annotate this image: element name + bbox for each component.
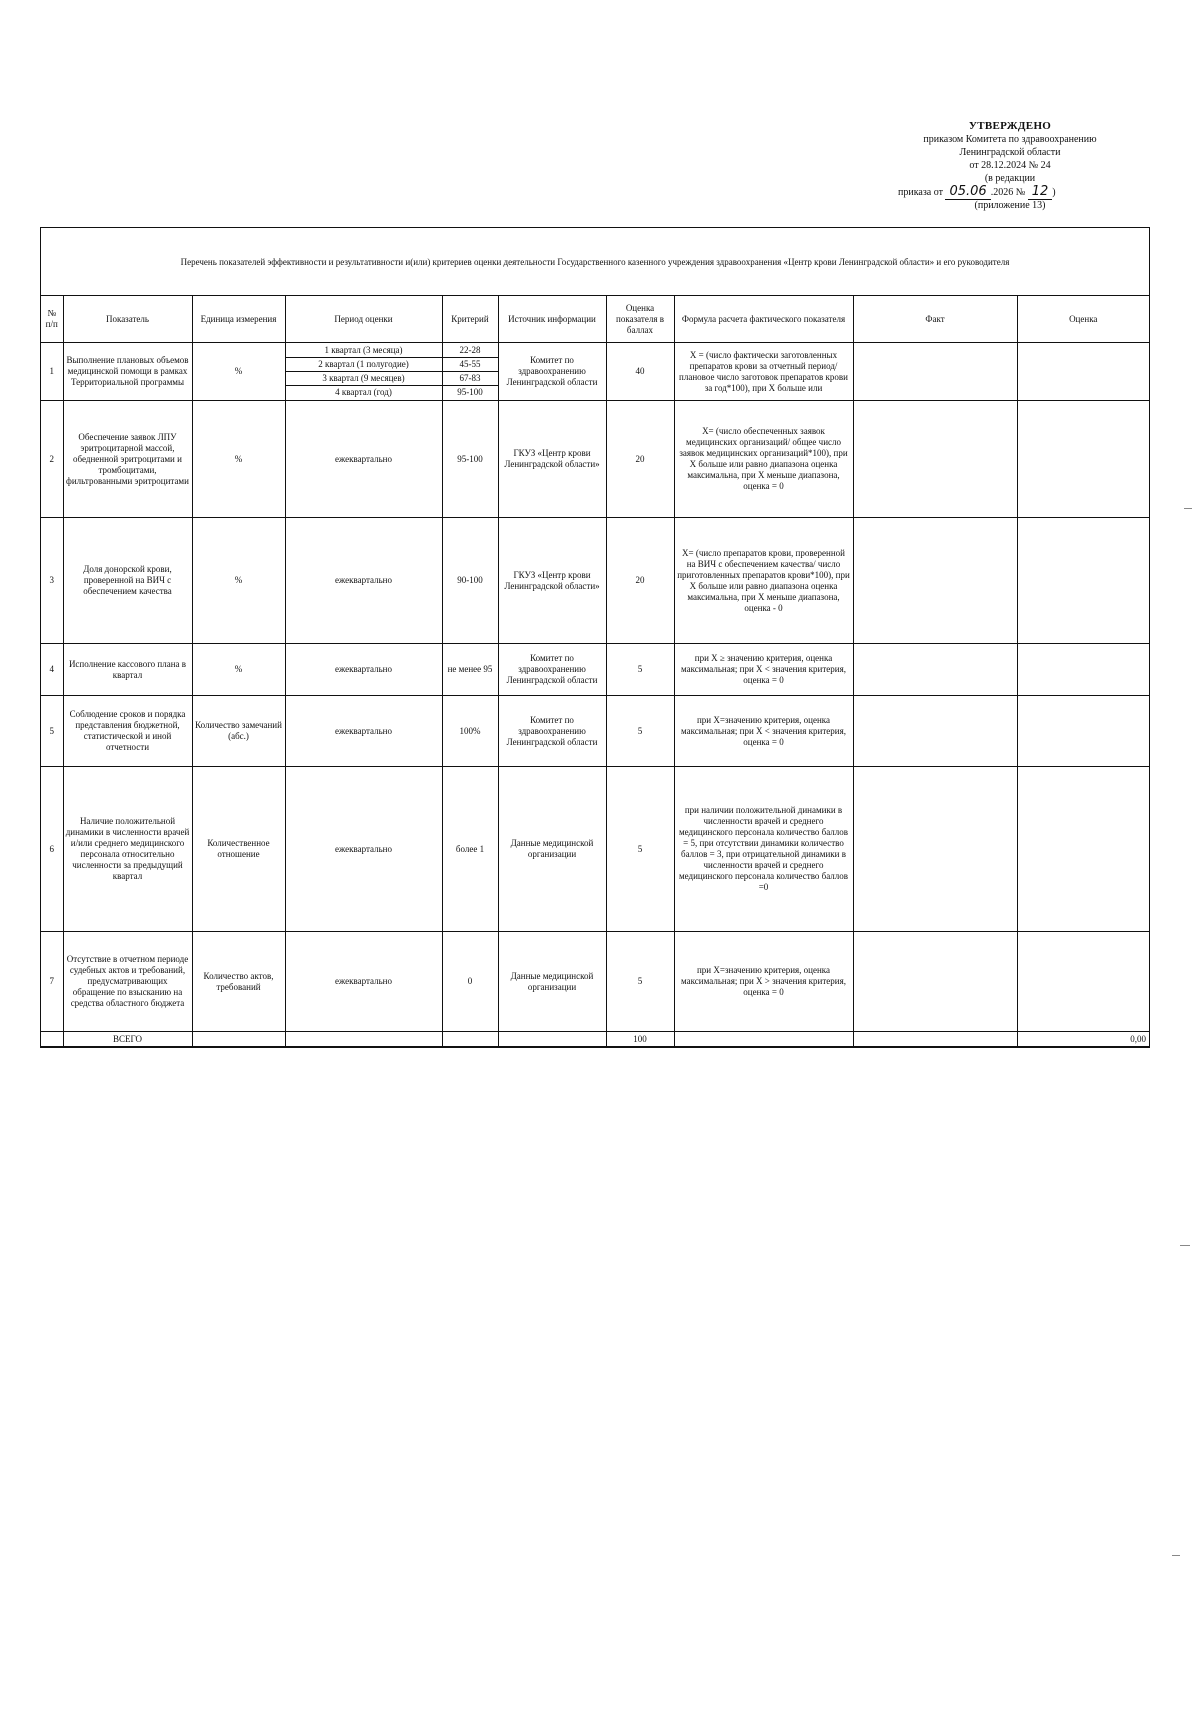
cell-indicator: Исполнение кассового плана в квартал [63, 644, 192, 696]
cell-fact [853, 518, 1017, 644]
cell-indicator: Обеспечение заявок ЛПУ эритроцитарной массой, обедненной эритроцитами и тромбоцитами, фильтрованными эритроцитами [63, 401, 192, 518]
cell-points: 20 [606, 518, 674, 644]
total-period [285, 1032, 442, 1047]
cell-score [1017, 696, 1149, 767]
total-num [41, 1032, 63, 1047]
cell-formula: при Х ≥ значению критерия, оценка максимальная; при Х < значения критерия, оценка = 0 [674, 644, 853, 696]
criterion-q2: 45-55 [443, 358, 498, 372]
approval-line-6: (приложение 13) [974, 200, 1046, 211]
cell-unit: % [192, 343, 285, 401]
cell-points: 5 [606, 696, 674, 767]
cell-points: 40 [606, 343, 674, 401]
cell-period-list [285, 343, 442, 401]
header-num: № п/п [41, 296, 63, 343]
cell-score [1017, 518, 1149, 644]
approval-order-line [890, 185, 1130, 199]
approval-line-3: от 28.12.2024 № 24 [969, 160, 1051, 171]
cell-points: 5 [606, 644, 674, 696]
period-q3: 3 квартал (9 месяцев) [286, 372, 442, 386]
cell-period: ежеквартально [285, 932, 442, 1032]
document-title: Перечень показателей эффективности и результативности и(или) критериев оценки деятельности Государственного казенного учреждения здравоохранения «Центр крови Ленинградской области» и его руководителя [41, 228, 1149, 296]
cell-criterion: 0 [442, 932, 498, 1032]
approval-line-2: Ленинградской области [959, 147, 1061, 158]
order-suffix: ) [1052, 187, 1056, 198]
total-formula [674, 1032, 853, 1047]
cell-period: ежеквартально [285, 696, 442, 767]
cell-score [1017, 343, 1149, 401]
order-prefix: приказа от [898, 187, 943, 198]
cell-source: Комитет по здравоохранению Ленинградской области [498, 343, 606, 401]
order-number-handwritten: 12 [1028, 184, 1053, 200]
cell-score [1017, 767, 1149, 932]
header-points: Оценка показателя в баллах [606, 296, 674, 343]
approval-heading: УТВЕРЖДЕНО [968, 120, 1052, 132]
criterion-subtable [443, 344, 498, 399]
cell-indicator: Наличие положительной динамики в численности врачей и/или среднего медицинского персонала относительно численности за предыдущий квартал [63, 767, 192, 932]
cell-num: 1 [41, 343, 63, 401]
cell-formula: Х = (число фактически заготовленных препаратов крови за отчетный период/ плановое число заготовок препаратов крови за год*100), при Х больше или [674, 343, 853, 401]
cell-indicator: Выполнение плановых объемов медицинской помощи в рамках Территориальной программы [63, 343, 192, 401]
indicators-table [41, 296, 1149, 1047]
cell-unit: % [192, 518, 285, 644]
cell-period: ежеквартально [285, 518, 442, 644]
cell-fact [853, 696, 1017, 767]
cell-formula: при Х=значению критерия, оценка максимальная; при Х > значения критерия, оценка = 0 [674, 932, 853, 1032]
cell-source: ГКУЗ «Центр крови Ленинградской области» [498, 401, 606, 518]
cell-formula: при Х=значению критерия, оценка максимальная; при Х < значения критерия, оценка = 0 [674, 696, 853, 767]
total-score: 0,00 [1017, 1032, 1149, 1047]
total-criterion [442, 1032, 498, 1047]
header-score: Оценка [1017, 296, 1149, 343]
header-formula: Формула расчета фактического показателя [674, 296, 853, 343]
table-row [41, 696, 1149, 767]
indicators-sheet [40, 227, 1150, 1048]
order-date-handwritten: 05.06 [945, 184, 990, 200]
period-q1: 1 квартал (3 месяца) [286, 344, 442, 358]
approval-line-4: (в редакции [984, 173, 1036, 184]
cell-indicator: Соблюдение сроков и порядка представления бюджетной, статистической и иной отчетности [63, 696, 192, 767]
cell-unit: Количество замечаний (абс.) [192, 696, 285, 767]
cell-fact [853, 932, 1017, 1032]
total-fact [853, 1032, 1017, 1047]
cell-num: 3 [41, 518, 63, 644]
cell-criterion-list [442, 343, 498, 401]
cell-formula: Х= (число препаратов крови, проверенной на ВИЧ с обеспечением качества/ число приготовленных препаратов крови*100), при Х больше или равно диапазона оценка максимальна, при Х меньше диапазона, оценка - 0 [674, 518, 853, 644]
cell-source: Комитет по здравоохранению Ленинградской области [498, 644, 606, 696]
cell-unit: % [192, 401, 285, 518]
cell-criterion: более 1 [442, 767, 498, 932]
cell-fact [853, 767, 1017, 932]
table-header-row [41, 296, 1149, 343]
scan-mark [1184, 508, 1192, 509]
cell-unit: % [192, 644, 285, 696]
scan-mark [1180, 1245, 1190, 1246]
cell-period: ежеквартально [285, 401, 442, 518]
cell-source: Комитет по здравоохранению Ленинградской области [498, 696, 606, 767]
cell-criterion: 100% [442, 696, 498, 767]
cell-fact [853, 401, 1017, 518]
cell-num: 7 [41, 932, 63, 1032]
header-indicator: Показатель [63, 296, 192, 343]
table-row [41, 518, 1149, 644]
cell-unit: Количественное отношение [192, 767, 285, 932]
criterion-q1: 22-28 [443, 344, 498, 358]
cell-unit: Количество актов, требований [192, 932, 285, 1032]
cell-criterion: 90-100 [442, 518, 498, 644]
header-period: Период оценки [285, 296, 442, 343]
criterion-q3: 67-83 [443, 372, 498, 386]
cell-score [1017, 644, 1149, 696]
cell-num: 5 [41, 696, 63, 767]
total-source [498, 1032, 606, 1047]
cell-points: 5 [606, 932, 674, 1032]
cell-num: 4 [41, 644, 63, 696]
cell-formula: при наличии положительной динамики в численности врачей и среднего медицинского персонала количество баллов = 5, при отсутствии динамики количество баллов = 3, при отрицательной динамики в численности врачей и среднего медицинского персонала количество баллов =0 [674, 767, 853, 932]
cell-criterion: 95-100 [442, 401, 498, 518]
cell-score [1017, 401, 1149, 518]
period-q4: 4 квартал (год) [335, 387, 392, 397]
approval-block [890, 120, 1130, 212]
total-row [41, 1032, 1149, 1047]
total-unit [192, 1032, 285, 1047]
period-subtable [286, 344, 442, 399]
cell-points: 5 [606, 767, 674, 932]
cell-formula: Х= (число обеспеченных заявок медицинских организаций/ общее число заявок медицинских организаций*100), при Х больше или равно диапазона оценка максимальна, при Х меньше диапазона, оценка = 0 [674, 401, 853, 518]
header-criterion: Критерий [442, 296, 498, 343]
cell-period: ежеквартально [285, 644, 442, 696]
order-year: .2026 № [990, 187, 1026, 198]
table-row [41, 644, 1149, 696]
cell-indicator: Доля донорской крови, проверенной на ВИЧ с обеспечением качества [63, 518, 192, 644]
period-q2: 2 квартал (1 полугодие) [286, 358, 442, 372]
table-row [41, 401, 1149, 518]
header-unit: Единица измерения [192, 296, 285, 343]
approval-line-1: приказом Комитета по здравоохранению [923, 134, 1097, 145]
scan-mark [1172, 1555, 1180, 1556]
cell-points: 20 [606, 401, 674, 518]
total-points: 100 [606, 1032, 674, 1047]
cell-fact [853, 343, 1017, 401]
header-fact: Факт [853, 296, 1017, 343]
cell-score [1017, 932, 1149, 1032]
total-label: ВСЕГО [63, 1032, 192, 1047]
table-row [41, 767, 1149, 932]
cell-num: 6 [41, 767, 63, 932]
cell-fact [853, 644, 1017, 696]
cell-period: ежеквартально [285, 767, 442, 932]
criterion-q4: 95-100 [457, 387, 483, 397]
cell-num: 2 [41, 401, 63, 518]
cell-source: Данные медицинской организации [498, 932, 606, 1032]
table-row [41, 932, 1149, 1032]
header-source: Источник информации [498, 296, 606, 343]
cell-criterion: не менее 95 [442, 644, 498, 696]
cell-source: Данные медицинской организации [498, 767, 606, 932]
cell-indicator: Отсутствие в отчетном периоде судебных актов и требований, предусматривающих обращение по взысканию на средства областного бюджета [63, 932, 192, 1032]
cell-source: ГКУЗ «Центр крови Ленинградской области» [498, 518, 606, 644]
table-row [41, 343, 1149, 401]
